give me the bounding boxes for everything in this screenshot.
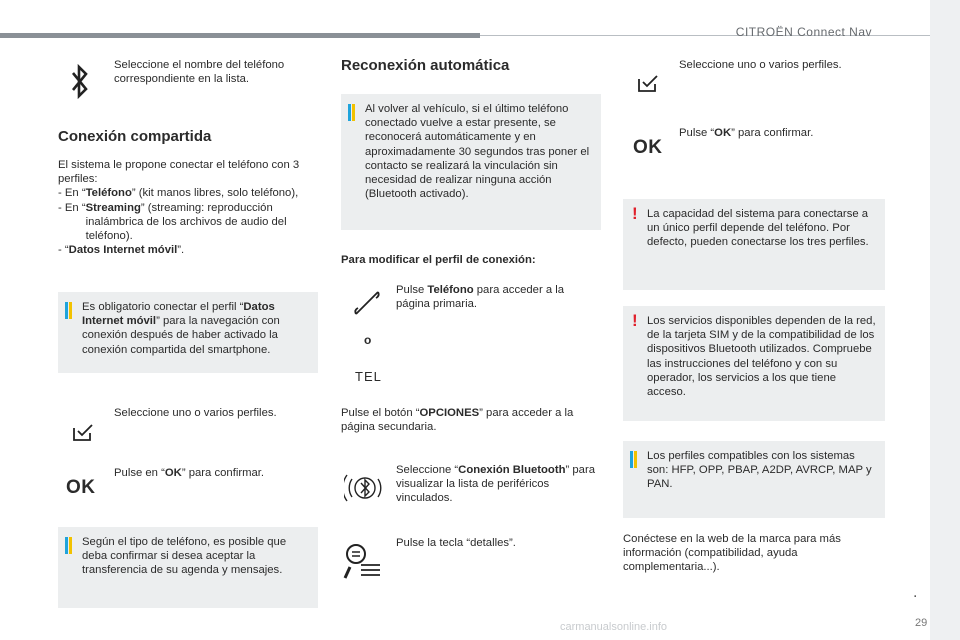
header-bar [0,33,480,38]
phone-icon [353,289,381,317]
options-text: Pulse el botón “OPCIONES” para acceder a la página secundaria. [341,407,574,434]
warning-note-text: Los servicios disponibles dependen de la red, de la tarjeta SIM y de la compatibilidad de los dispositivos Bluetooth utilizados. Compruebe las instrucciones del teléfono y con su operador, los servicios a los que tiene acceso. [647,315,876,399]
ok-icon: OK [633,137,663,158]
warning-note [623,199,885,290]
phone-text: Pulse Teléfono para acceder a la página primaria. [396,284,565,311]
bt-connection-text: Seleccione “Conexión Bluetooth” para visualizar la lista de periféricos vinculados. [396,464,595,505]
checkbox-icon [637,75,659,93]
info-icon [69,302,72,319]
section-heading-shared: Conexión compartida [58,128,212,145]
warning-icon: ! [632,311,638,330]
page-edge [930,0,960,640]
info-icon [634,451,637,468]
warning-note-text: La capacidad del sistema para conectarse a un único perfil depende del teléfono. Por defecto, pueden conectarse los tres perfiles. [647,208,869,249]
page-number: 29 [915,617,928,629]
bt-select-text: Seleccione el nombre del teléfono correspondiente en la lista. [114,59,285,86]
shared-intro [58,158,320,257]
ok-confirm-text: Pulse en “OK” para confirmar. [114,467,265,479]
info-note-text: Los perfiles compatibles con los sistemas son: HFP, OPP, PBAP, A2DP, AVRCP, MAP y PAN. [647,450,872,491]
continue-mark: . [913,584,918,601]
profiles-text: Seleccione uno o varios perfiles. [679,59,842,71]
info-icon [69,537,72,554]
info-note [58,292,318,373]
info-note [58,527,318,608]
checkbox-icon [72,424,94,442]
warning-icon: ! [632,204,638,223]
tel-icon: TEL [355,369,382,384]
info-note [341,94,601,230]
details-icon [342,541,382,581]
warning-note [623,306,885,421]
info-note-text: Es obligatorio conectar el perfil “Datos Internet móvil” para la navegación con conexión después de haber activado la conexión compartida del smartphone. [82,301,280,356]
subheading-profile: Para modificar el perfil de conexión: [341,254,536,266]
info-note [623,441,885,518]
list-item: - En “ Teléfono” (kit manos libres, solo teléfono), [58,187,299,200]
info-note-text: Según el tipo de teléfono, es posible que deba confirmar si desea aceptar la transferencia de su agenda y mensajes. [82,536,287,577]
watermark: carmanualsonline.info [560,621,668,633]
ok-icon: OK [66,477,96,498]
details-text: Pulse la tecla “detalles”. [396,537,516,549]
or-label: o [364,333,372,347]
section-heading-reconnect: Reconexión automática [341,57,510,74]
web-info-text: Conéctese en la web de la marca para más información (compatibilidad, ayuda complementaria...). [623,533,841,574]
info-note-text: Al volver al vehículo, si el último teléfono conectado vuelve a estar presente, se reconocerá automáticamente y en aproximadamente 30 segundos tras poner el contacto se realizará la vinculación sin necesidad de realizar ninguna acción (Bluetooth activado). [365,103,590,201]
profiles-text: Seleccione uno o varios perfiles. [114,407,277,419]
bluetooth-icon [68,63,92,101]
bluetooth-connection-icon [344,467,386,509]
ok-confirm-text: Pulse “OK” para confirmar. [679,127,814,139]
list-item: - “ Datos Internet móvil”. [58,244,185,257]
shared-intro-text: El sistema le propone conectar el teléfono con 3 perfiles: [58,159,300,186]
page-title: CITROËN Connect Nav [735,25,872,39]
list-item: - En “ Streaming” (streaming: reproducción inalámbrica de los archivos de audio del teléfono). [58,201,287,243]
info-icon [352,104,355,121]
